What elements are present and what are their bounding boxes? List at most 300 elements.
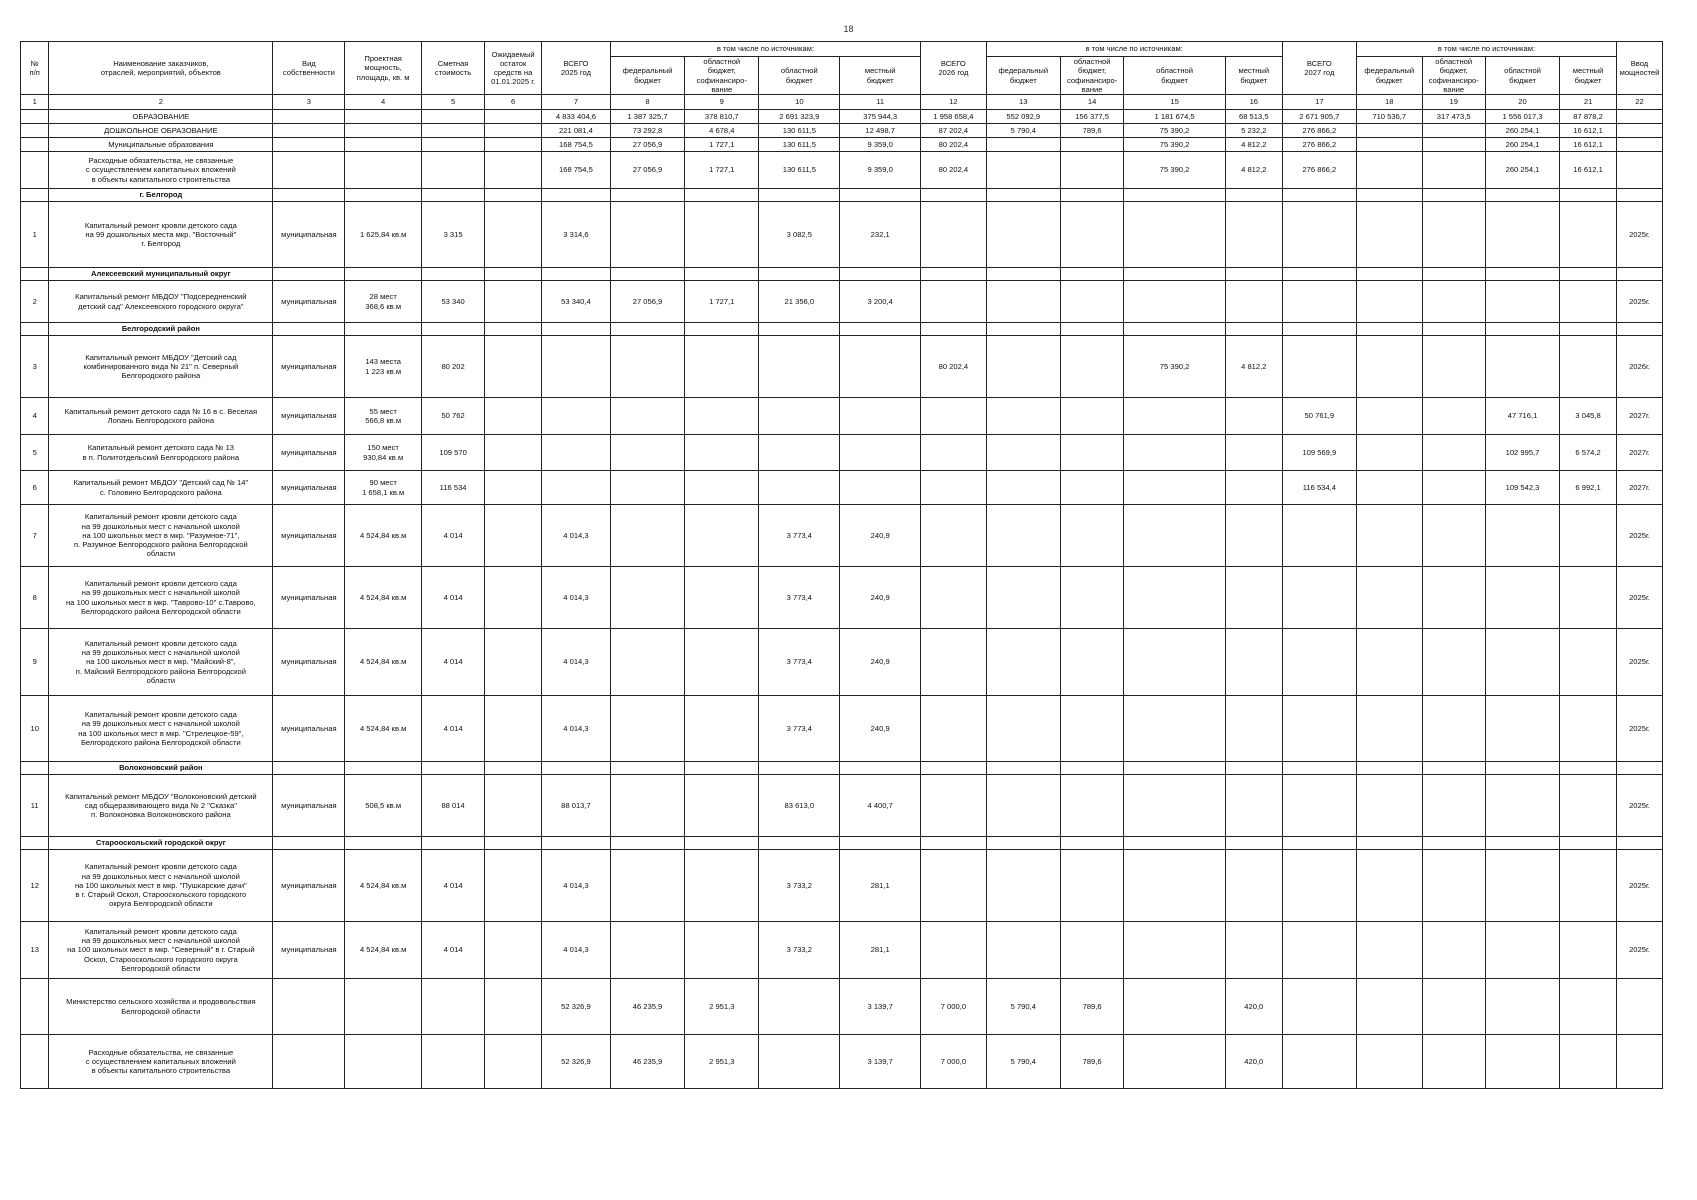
capacity-cell: 90 мест 1 658,1 кв.м <box>345 471 421 505</box>
section-row <box>21 110 1663 124</box>
estimate-cell: 4 014 <box>421 696 484 762</box>
value-cell <box>1356 152 1422 189</box>
value-cell <box>1060 471 1123 505</box>
header-name: Наименование заказчиков, отраслей, мероприятий, объектов <box>49 42 273 95</box>
header-expected: Ожидаемый остаток средств на 01.01.2025 г. <box>485 42 542 95</box>
value-cell <box>685 629 759 696</box>
empty-cell <box>1485 837 1559 850</box>
value-cell <box>1356 138 1422 152</box>
value-cell <box>1485 505 1559 567</box>
value-cell: 168 754,5 <box>542 138 611 152</box>
empty-cell <box>542 837 611 850</box>
header-local-2025: местный бюджет <box>840 57 921 95</box>
empty-cell <box>610 189 684 202</box>
value-cell <box>1356 629 1422 696</box>
empty-cell <box>986 268 1060 281</box>
empty-cell <box>345 110 421 124</box>
value-cell <box>1124 471 1226 505</box>
capacity-cell: 55 мест 566,8 кв.м <box>345 398 421 435</box>
commission-cell: 2027г. <box>1616 398 1662 435</box>
empty-cell <box>1282 268 1356 281</box>
value-cell: 789,6 <box>1060 979 1123 1035</box>
empty-cell <box>685 189 759 202</box>
group-title: Белгородский район <box>49 323 273 336</box>
expected-cell <box>485 696 542 762</box>
value-cell <box>685 850 759 922</box>
empty-cell <box>1356 189 1422 202</box>
value-cell <box>1225 850 1282 922</box>
empty-cell <box>273 762 345 775</box>
empty-cell <box>1124 762 1226 775</box>
ownership-cell: муниципальная <box>273 336 345 398</box>
value-cell: 3 200,4 <box>840 281 921 323</box>
column-number: 11 <box>840 95 921 110</box>
value-cell <box>1560 979 1617 1035</box>
empty-cell <box>421 152 484 189</box>
value-cell <box>986 696 1060 762</box>
value-cell <box>1485 979 1559 1035</box>
column-number: 12 <box>921 95 987 110</box>
commission-cell: 2025г. <box>1616 629 1662 696</box>
empty-cell <box>1282 189 1356 202</box>
value-cell: 3 139,7 <box>840 1035 921 1089</box>
column-number: 21 <box>1560 95 1617 110</box>
value-cell <box>986 567 1060 629</box>
value-cell <box>1225 398 1282 435</box>
value-cell: 27 056,9 <box>610 281 684 323</box>
value-cell: 27 056,9 <box>610 138 684 152</box>
value-cell <box>685 202 759 268</box>
empty-cell <box>921 762 987 775</box>
value-cell <box>1422 471 1485 505</box>
value-cell <box>759 471 840 505</box>
header-regional-2027: областной бюджет <box>1485 57 1559 95</box>
empty-cell <box>485 323 542 336</box>
row-number: 3 <box>21 336 49 398</box>
estimate-cell: 4 014 <box>421 629 484 696</box>
value-cell <box>1422 979 1485 1035</box>
value-cell <box>1356 1035 1422 1089</box>
value-cell <box>610 336 684 398</box>
estimate-cell: 80 202 <box>421 336 484 398</box>
empty-cell <box>759 762 840 775</box>
empty-cell <box>1225 323 1282 336</box>
ownership-cell: муниципальная <box>273 202 345 268</box>
commission-cell: 2025г. <box>1616 281 1662 323</box>
value-cell <box>1560 567 1617 629</box>
value-cell <box>1422 922 1485 979</box>
column-number: 3 <box>273 95 345 110</box>
value-cell <box>921 775 987 837</box>
empty-cell <box>485 837 542 850</box>
value-cell: 3 773,4 <box>759 629 840 696</box>
value-cell: 5 232,2 <box>1225 124 1282 138</box>
empty-cell <box>685 268 759 281</box>
value-cell <box>1282 850 1356 922</box>
empty-cell <box>485 138 542 152</box>
value-cell: 2 951,3 <box>685 979 759 1035</box>
value-cell <box>1282 281 1356 323</box>
page-number: 18 <box>843 24 854 34</box>
empty-cell <box>986 189 1060 202</box>
commission-cell <box>1616 1035 1662 1089</box>
value-cell: 75 390,2 <box>1124 336 1226 398</box>
value-cell: 87 878,2 <box>1560 110 1617 124</box>
header-sources-2027: в том числе по источникам: <box>1356 42 1616 57</box>
value-cell: 4 014,3 <box>542 922 611 979</box>
value-cell <box>1485 336 1559 398</box>
empty-cell <box>485 110 542 124</box>
empty-cell <box>1124 323 1226 336</box>
value-cell <box>1124 1035 1226 1089</box>
capacity-cell: 1 625,84 кв.м <box>345 202 421 268</box>
header-total-2025: ВСЕГО 2025 год <box>542 42 611 95</box>
value-cell: 276 866,2 <box>1282 138 1356 152</box>
row-number: 6 <box>21 471 49 505</box>
value-cell <box>685 471 759 505</box>
empty-cell <box>1356 268 1422 281</box>
value-cell: 50 761,9 <box>1282 398 1356 435</box>
investment-table <box>20 41 1663 1089</box>
value-cell <box>1060 152 1123 189</box>
empty-cell <box>1485 189 1559 202</box>
value-cell <box>1485 850 1559 922</box>
value-cell <box>921 629 987 696</box>
value-cell <box>1282 922 1356 979</box>
estimate-cell: 4 014 <box>421 850 484 922</box>
expected-cell <box>485 281 542 323</box>
value-cell: 83 613,0 <box>759 775 840 837</box>
value-cell <box>1560 1035 1617 1089</box>
commission-cell: 2025г. <box>1616 567 1662 629</box>
commission-cell: 2025г. <box>1616 696 1662 762</box>
empty-cell <box>1560 268 1617 281</box>
table-row <box>21 696 1663 762</box>
value-cell <box>610 202 684 268</box>
table-row <box>21 979 1663 1035</box>
value-cell <box>1060 336 1123 398</box>
value-cell <box>759 336 840 398</box>
column-number: 10 <box>759 95 840 110</box>
value-cell: 1 387 325,7 <box>610 110 684 124</box>
value-cell <box>1422 202 1485 268</box>
value-cell <box>986 435 1060 471</box>
value-cell <box>1225 696 1282 762</box>
value-cell <box>1560 850 1617 922</box>
value-cell: 9 359,0 <box>840 152 921 189</box>
ownership-cell: муниципальная <box>273 435 345 471</box>
value-cell <box>1282 505 1356 567</box>
value-cell: 3 773,4 <box>759 505 840 567</box>
header-regional-2026: областной бюджет <box>1124 57 1226 95</box>
column-number: 19 <box>1422 95 1485 110</box>
commission-cell: 2025г. <box>1616 850 1662 922</box>
value-cell: 7 000,0 <box>921 979 987 1035</box>
value-cell <box>1225 505 1282 567</box>
value-cell <box>1282 696 1356 762</box>
value-cell <box>986 152 1060 189</box>
empty-cell <box>1422 323 1485 336</box>
section-row <box>21 124 1663 138</box>
capacity-cell: 4 524,84 кв.м <box>345 505 421 567</box>
value-cell: 27 056,9 <box>610 152 684 189</box>
value-cell: 1 727,1 <box>685 152 759 189</box>
ownership-cell: муниципальная <box>273 281 345 323</box>
estimate-cell <box>421 1035 484 1089</box>
value-cell: 3 773,4 <box>759 567 840 629</box>
empty-cell <box>485 268 542 281</box>
empty-cell <box>759 268 840 281</box>
column-number-row <box>21 95 1663 110</box>
empty-cell <box>1485 762 1559 775</box>
value-cell: 4 014,3 <box>542 850 611 922</box>
value-cell: 3 773,4 <box>759 696 840 762</box>
empty-cell <box>1616 189 1662 202</box>
value-cell: 3 045,8 <box>1560 398 1617 435</box>
value-cell <box>840 435 921 471</box>
commission-cell: 2025г. <box>1616 202 1662 268</box>
empty-cell <box>273 837 345 850</box>
object-name: Капитальный ремонт кровли детского сада на 99 дошкольных мест с начальной школой на 100 школьных мест в мкр. "Северный" в г. Старый Оскол, Старооскольского городского округа Белгородской области <box>49 922 273 979</box>
value-cell <box>921 696 987 762</box>
value-cell: 16 612,1 <box>1560 138 1617 152</box>
ownership-cell: муниципальная <box>273 398 345 435</box>
value-cell: 3 314,6 <box>542 202 611 268</box>
capacity-cell: 4 524,84 кв.м <box>345 567 421 629</box>
empty-cell <box>421 124 484 138</box>
empty-cell <box>273 152 345 189</box>
value-cell <box>1060 435 1123 471</box>
expected-cell <box>485 922 542 979</box>
value-cell <box>1124 567 1226 629</box>
empty-cell <box>610 323 684 336</box>
value-cell <box>759 979 840 1035</box>
value-cell: 260 254,1 <box>1485 138 1559 152</box>
value-cell: 80 202,4 <box>921 152 987 189</box>
empty-cell <box>1124 837 1226 850</box>
value-cell: 116 534,4 <box>1282 471 1356 505</box>
value-cell <box>1124 696 1226 762</box>
value-cell <box>759 1035 840 1089</box>
value-cell <box>1060 850 1123 922</box>
capacity-cell <box>345 1035 421 1089</box>
empty-cell <box>685 762 759 775</box>
capacity-cell: 4 524,84 кв.м <box>345 629 421 696</box>
value-cell <box>1124 398 1226 435</box>
value-cell <box>1225 435 1282 471</box>
empty-cell <box>273 323 345 336</box>
value-cell <box>610 629 684 696</box>
value-cell: 789,6 <box>1060 124 1123 138</box>
group-num-cell <box>21 762 49 775</box>
value-cell: 75 390,2 <box>1124 138 1226 152</box>
value-cell <box>759 398 840 435</box>
value-cell: 240,9 <box>840 505 921 567</box>
value-cell: 420,0 <box>1225 1035 1282 1089</box>
value-cell: 260 254,1 <box>1485 152 1559 189</box>
ownership-cell <box>273 979 345 1035</box>
value-cell: 420,0 <box>1225 979 1282 1035</box>
object-name: Капитальный ремонт кровли детского сада на 99 дошкольных мест с начальной школой на 100 школьных мест в мкр. "Пушкарские дачи" в г. Старый Оскол, Старооскольского городского округа Белгородской области <box>49 850 273 922</box>
value-cell: 4 014,3 <box>542 567 611 629</box>
object-name: Капитальный ремонт кровли детского сада на 99 дошкольных мест с начальной школой на 100 школьных мест в мкр. "Таврово-10" с.Таврово, Белгородского района Белгородской области <box>49 567 273 629</box>
table-row <box>21 629 1663 696</box>
empty-cell <box>1616 762 1662 775</box>
value-cell <box>986 398 1060 435</box>
value-cell <box>1422 281 1485 323</box>
value-cell <box>1485 775 1559 837</box>
value-cell <box>1560 505 1617 567</box>
value-cell: 281,1 <box>840 922 921 979</box>
expected-cell <box>485 435 542 471</box>
header-federal-2026: федеральный бюджет <box>986 57 1060 95</box>
empty-cell <box>759 189 840 202</box>
value-cell: 2 671 905,7 <box>1282 110 1356 124</box>
capacity-cell: 150 мест 930,84 кв.м <box>345 435 421 471</box>
value-cell <box>1124 922 1226 979</box>
value-cell <box>610 505 684 567</box>
empty-cell <box>1060 268 1123 281</box>
empty-cell <box>273 268 345 281</box>
value-cell: 3 082,5 <box>759 202 840 268</box>
value-cell <box>685 922 759 979</box>
value-cell: 73 292,8 <box>610 124 684 138</box>
group-num-cell <box>21 323 49 336</box>
column-number: 16 <box>1225 95 1282 110</box>
object-name: Расходные обязательства, не связанные с осуществлением капитальных вложений в объекты капитального строительства <box>49 1035 273 1089</box>
section-title: ОБРАЗОВАНИЕ <box>49 110 273 124</box>
value-cell <box>1560 922 1617 979</box>
value-cell <box>840 471 921 505</box>
empty-cell <box>273 124 345 138</box>
group-title: Волоконовский район <box>49 762 273 775</box>
value-cell: 168 754,5 <box>542 152 611 189</box>
value-cell <box>1356 775 1422 837</box>
value-cell <box>1422 629 1485 696</box>
expected-cell <box>485 398 542 435</box>
value-cell <box>1485 281 1559 323</box>
column-number: 8 <box>610 95 684 110</box>
empty-cell <box>1485 268 1559 281</box>
value-cell: 276 866,2 <box>1282 124 1356 138</box>
empty-cell <box>345 124 421 138</box>
group-row <box>21 189 1663 202</box>
value-cell <box>1485 922 1559 979</box>
row-number: 10 <box>21 696 49 762</box>
empty-cell <box>921 189 987 202</box>
value-cell: 21 356,0 <box>759 281 840 323</box>
empty-cell <box>1282 323 1356 336</box>
empty-cell <box>610 837 684 850</box>
empty-cell <box>921 837 987 850</box>
value-cell <box>610 922 684 979</box>
value-cell <box>1124 202 1226 268</box>
value-cell <box>921 471 987 505</box>
value-cell <box>1225 775 1282 837</box>
empty-cell <box>610 762 684 775</box>
empty-cell <box>485 124 542 138</box>
estimate-cell: 4 014 <box>421 567 484 629</box>
value-cell: 1 958 658,4 <box>921 110 987 124</box>
empty-cell <box>345 837 421 850</box>
value-cell: 4 014,3 <box>542 629 611 696</box>
capacity-cell: 4 524,84 кв.м <box>345 850 421 922</box>
estimate-cell: 88 014 <box>421 775 484 837</box>
value-cell <box>986 281 1060 323</box>
empty-cell <box>1422 189 1485 202</box>
commission-cell: 2027г. <box>1616 435 1662 471</box>
empty-cell <box>345 138 421 152</box>
empty-cell <box>421 189 484 202</box>
estimate-cell: 3 315 <box>421 202 484 268</box>
value-cell <box>1060 398 1123 435</box>
value-cell <box>1422 1035 1485 1089</box>
value-cell <box>1124 979 1226 1035</box>
commission-cell <box>1616 979 1662 1035</box>
value-cell: 240,9 <box>840 567 921 629</box>
value-cell <box>1356 281 1422 323</box>
value-cell <box>986 336 1060 398</box>
empty-cell <box>1422 837 1485 850</box>
empty-cell <box>1225 268 1282 281</box>
value-cell <box>921 850 987 922</box>
value-cell <box>1060 505 1123 567</box>
column-number: 4 <box>345 95 421 110</box>
capacity-cell: 4 524,84 кв.м <box>345 922 421 979</box>
row-num-cell <box>21 152 49 189</box>
table-row <box>21 922 1663 979</box>
object-name: Капитальный ремонт кровли детского сада на 99 дошкольных мест с начальной школой на 100 школьных мест в мкр. "Стрелецкое-59", Белгородского района Белгородской области <box>49 696 273 762</box>
expected-cell <box>485 336 542 398</box>
section-title: ДОШКОЛЬНОЕ ОБРАЗОВАНИЕ <box>49 124 273 138</box>
group-row <box>21 837 1663 850</box>
estimate-cell: 116 534 <box>421 471 484 505</box>
value-cell <box>610 696 684 762</box>
empty-cell <box>1225 837 1282 850</box>
value-cell <box>1282 1035 1356 1089</box>
column-number: 15 <box>1124 95 1226 110</box>
table-body <box>21 110 1663 1089</box>
value-cell <box>1356 567 1422 629</box>
value-cell <box>1485 696 1559 762</box>
row-number: 13 <box>21 922 49 979</box>
empty-cell <box>1560 762 1617 775</box>
value-cell: 710 536,7 <box>1356 110 1422 124</box>
value-cell <box>1356 696 1422 762</box>
capacity-cell <box>345 979 421 1035</box>
value-cell: 3 733,2 <box>759 850 840 922</box>
value-cell <box>610 398 684 435</box>
header-estimate: Сметная стоимость <box>421 42 484 95</box>
value-cell: 1 181 674,5 <box>1124 110 1226 124</box>
value-cell <box>1422 505 1485 567</box>
empty-cell <box>273 138 345 152</box>
value-cell <box>1060 281 1123 323</box>
empty-cell <box>1422 762 1485 775</box>
value-cell <box>986 775 1060 837</box>
value-cell <box>1485 202 1559 268</box>
empty-cell <box>421 110 484 124</box>
value-cell <box>1356 124 1422 138</box>
expected-cell <box>485 471 542 505</box>
value-cell <box>1356 922 1422 979</box>
value-cell <box>1060 138 1123 152</box>
value-cell <box>685 505 759 567</box>
empty-cell <box>1356 837 1422 850</box>
header-regional-cofin-2025: областной бюджет, софинансиро- вание <box>685 57 759 95</box>
estimate-cell: 53 340 <box>421 281 484 323</box>
value-cell: 5 790,4 <box>986 979 1060 1035</box>
